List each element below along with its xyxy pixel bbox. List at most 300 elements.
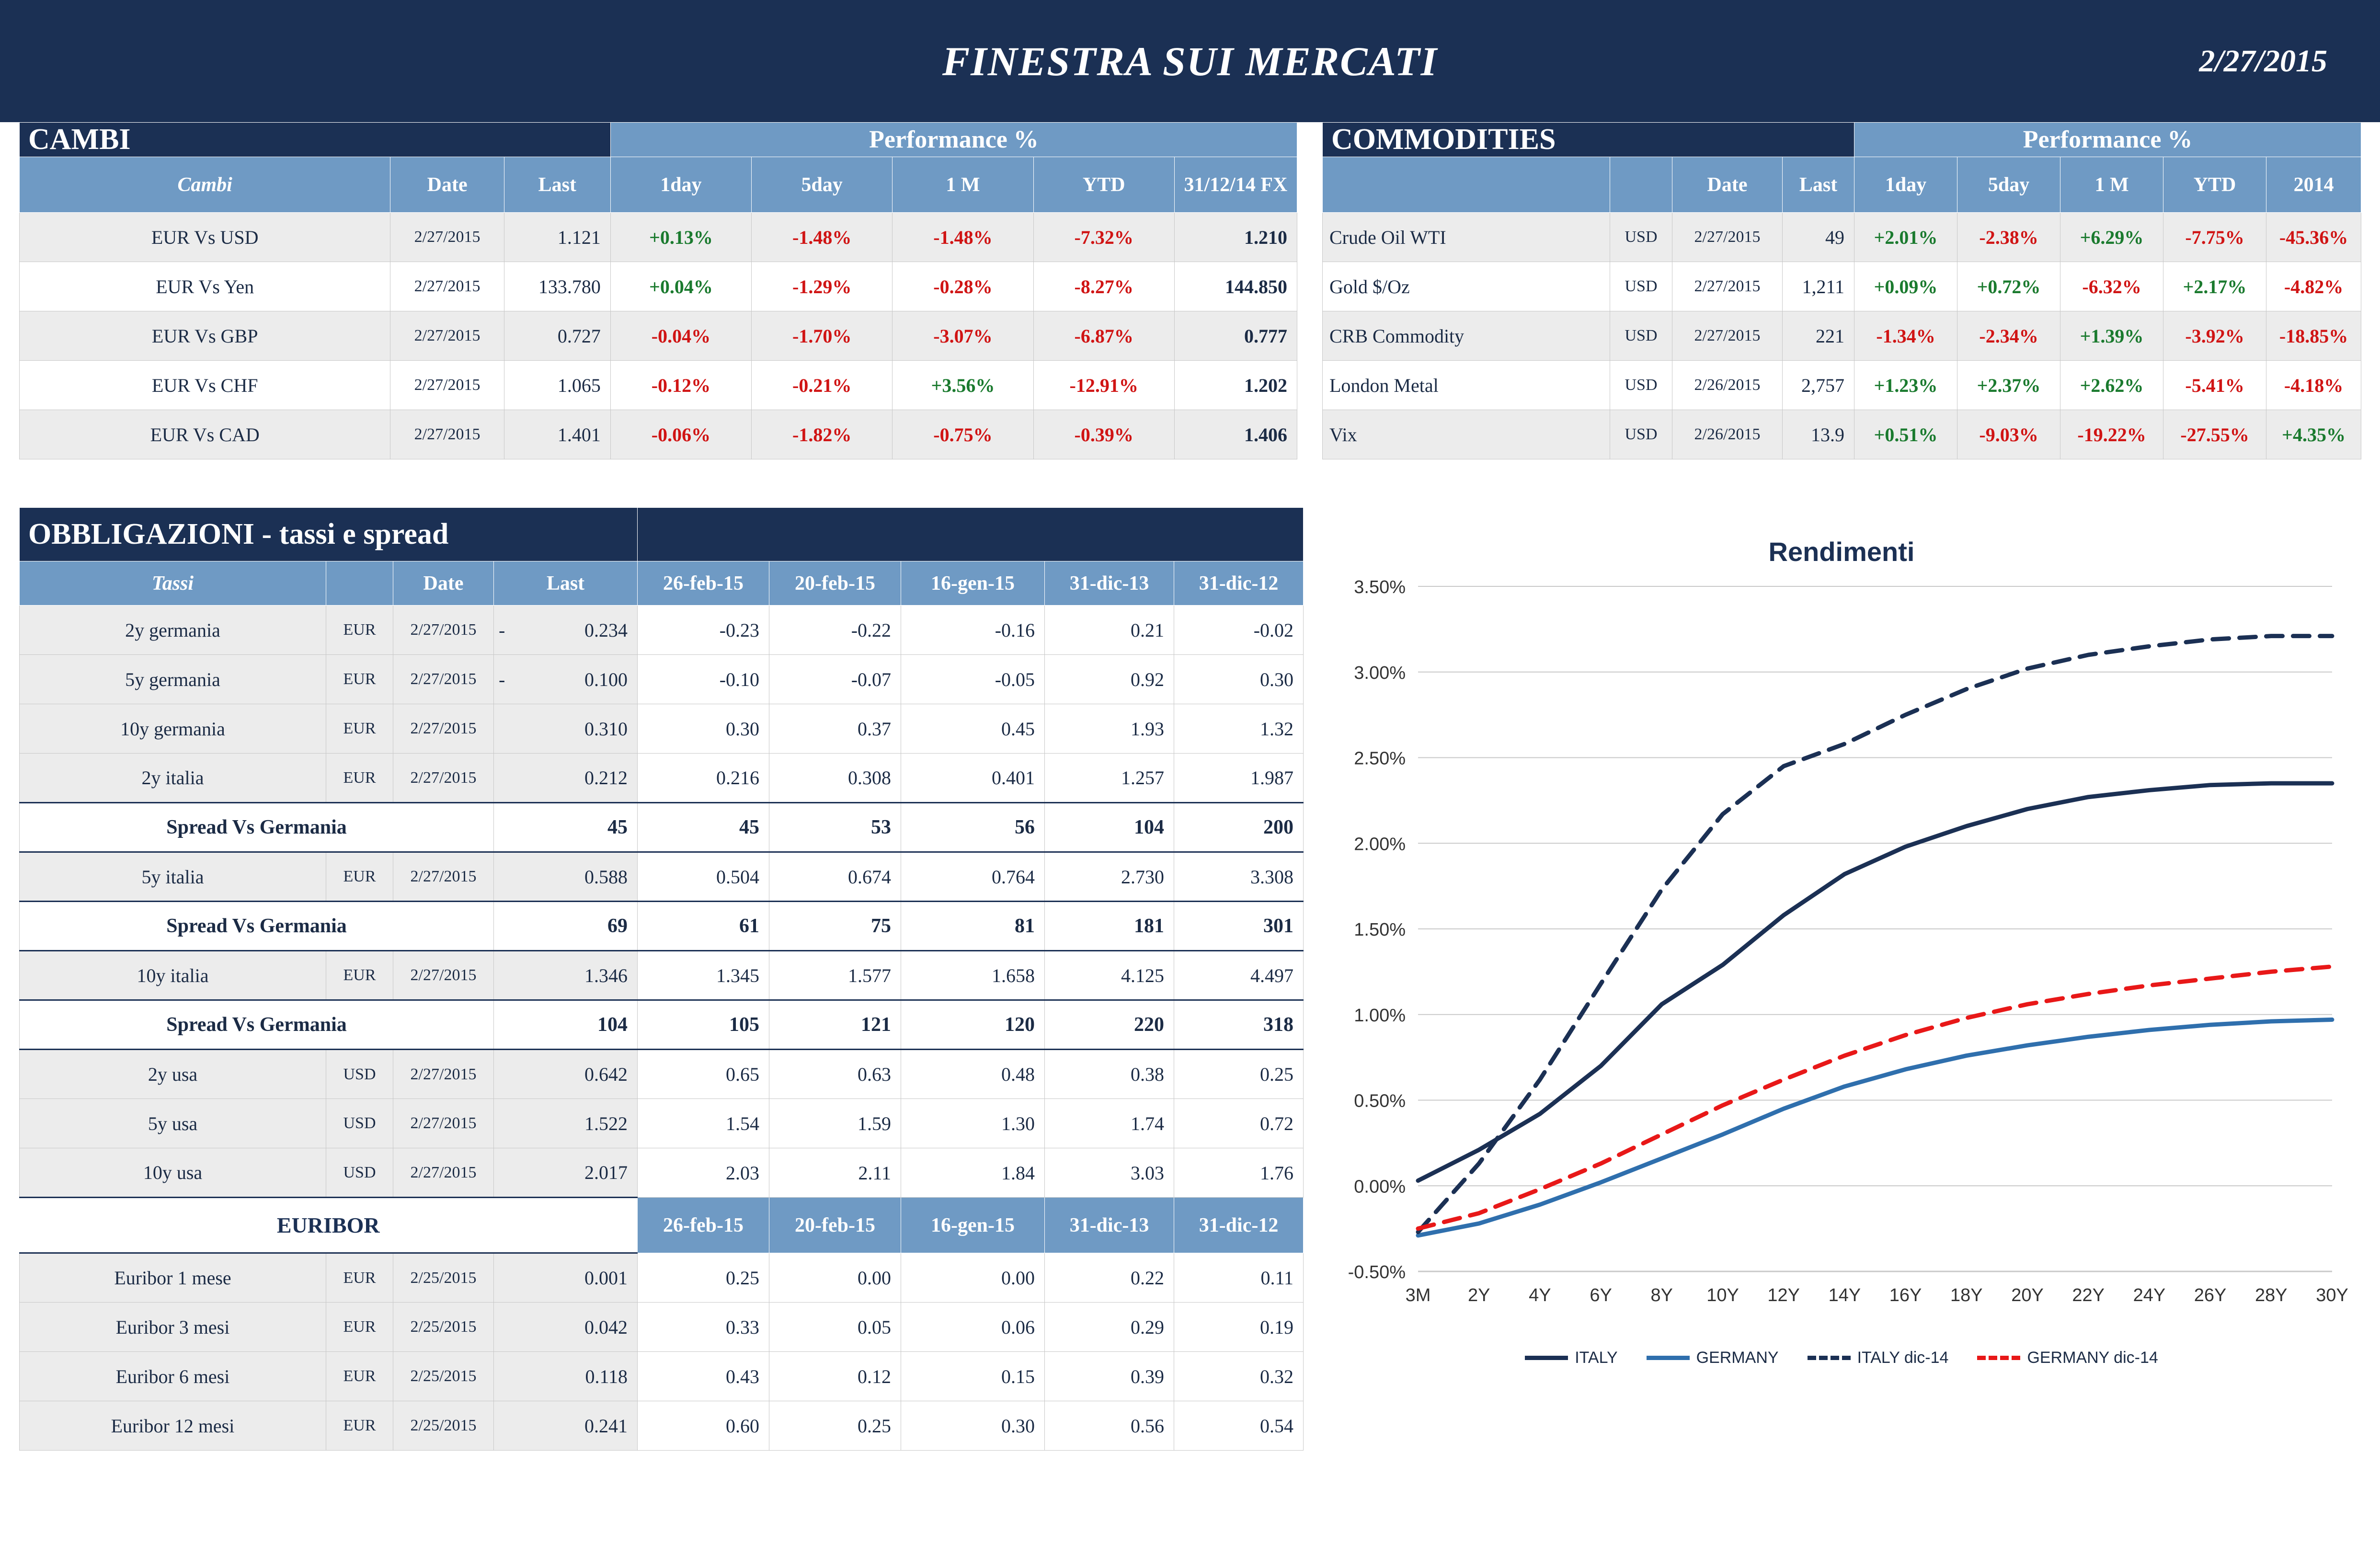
euribor-31dic13: 0.56 [1045,1401,1174,1451]
cambi-name: EUR Vs GBP [20,311,390,361]
cambi-1m: +3.56% [892,361,1033,410]
cambi-1m: -1.48% [892,213,1033,262]
bond-31dic13: 2.730 [1045,852,1174,902]
cambi-fx: 1.210 [1174,213,1297,262]
table-row [1323,410,2361,459]
bond-31dic13: 1.257 [1045,754,1174,803]
svg-text:3.00%: 3.00% [1354,663,1406,683]
bond-last: 1.522 [494,1099,638,1148]
euribor-title: EURIBOR [20,1198,638,1253]
cambi-name: EUR Vs CHF [20,361,390,410]
cambi-panel [19,122,1297,459]
cambi-col-1day: 1day [610,157,751,213]
cambi-name: EUR Vs CAD [20,410,390,459]
bond-31dic13: 0.38 [1045,1050,1174,1099]
bond-last: 0.588 [494,852,638,902]
cambi-col-ytd: YTD [1033,157,1174,213]
cambi-fx: 0.777 [1174,311,1297,361]
euribor-col-16gen15: 16-gen-15 [901,1198,1045,1253]
bond-26feb15: -0.23 [638,606,769,655]
cambi-col-date: Date [390,157,504,213]
euribor-26feb15: 0.43 [638,1352,769,1401]
svg-text:6Y: 6Y [1590,1285,1612,1305]
bond-16gen15: 0.45 [901,704,1045,754]
cambi-section-title: CAMBI [20,123,611,157]
commodity-1m: +2.62% [2060,361,2163,410]
bond-26feb15: 1.54 [638,1099,769,1148]
svg-text:24Y: 24Y [2133,1285,2166,1305]
bond-last-value: 0.234 [584,619,628,641]
obbl-col-31dic13: 31-dic-13 [1045,561,1174,606]
bond-31dic13: 1.93 [1045,704,1174,754]
commodity-last: 2,757 [1783,361,1854,410]
euribor-date: 2/25/2015 [393,1401,494,1451]
svg-text:8Y: 8Y [1650,1285,1673,1305]
bond-ccy: EUR [326,704,393,754]
cambi-col-5day: 5day [752,157,892,213]
commodity-2014: +4.35% [2266,410,2361,459]
euribor-name: Euribor 6 mesi [20,1352,326,1401]
spread-20feb15: 53 [769,803,901,852]
svg-text:18Y: 18Y [1950,1285,1983,1305]
bond-20feb15: 0.63 [769,1050,901,1099]
cambi-ytd: -6.87% [1033,311,1174,361]
commodity-name: Gold $/Oz [1323,262,1610,311]
legend-item-italy [1525,1349,1617,1367]
table-row [20,754,1304,803]
cambi-col-last: Last [504,157,610,213]
commodities-header-row [1323,157,2361,213]
bond-date: 2/27/2015 [393,606,494,655]
euribor-20feb15: 0.25 [769,1401,901,1451]
commodities-col-ytd: YTD [2163,157,2266,213]
commodity-2014: -4.82% [2266,262,2361,311]
obbl-col-tassi: Tassi [20,561,326,606]
commodity-date: 2/27/2015 [1672,262,1783,311]
bond-16gen15: 1.30 [901,1099,1045,1148]
euribor-20feb15: 0.05 [769,1303,901,1352]
bond-31dic13: 0.92 [1045,655,1174,704]
bond-minus-sign: - [499,619,505,641]
commodity-1m: +6.29% [2060,213,2163,262]
svg-text:14Y: 14Y [1828,1285,1861,1305]
legend-swatch-germany-dic14 [1977,1356,2020,1360]
euribor-20feb15: 0.00 [769,1253,901,1303]
bond-31dic12: 4.497 [1174,951,1304,1000]
cambi-5day: -1.48% [752,213,892,262]
cambi-header-row [20,157,1297,213]
spread-31dic13: 104 [1045,803,1174,852]
commodity-5day: +2.37% [1957,361,2060,410]
commodity-ccy: USD [1610,311,1672,361]
euribor-31dic12: 0.54 [1174,1401,1304,1451]
commodities-panel [1322,122,2361,459]
euribor-26feb15: 0.33 [638,1303,769,1352]
obbligazioni-header-row [20,561,1304,606]
obbl-col-16gen15: 16-gen-15 [901,561,1045,606]
euribor-last: 0.241 [494,1401,638,1451]
obbl-col-last: Last [494,561,638,606]
bond-31dic12: 0.30 [1174,655,1304,704]
cambi-5day: -0.21% [752,361,892,410]
spread-31dic13: 181 [1045,902,1174,951]
commodity-name: CRB Commodity [1323,311,1610,361]
commodity-date: 2/27/2015 [1672,213,1783,262]
commodity-ytd: -27.55% [2163,410,2266,459]
spread-last: 45 [494,803,638,852]
commodity-1day: +0.51% [1854,410,1957,459]
bond-ccy: USD [326,1050,393,1099]
euribor-col-26feb15: 26-feb-15 [638,1198,769,1253]
table-row [20,1352,1304,1401]
commodity-1m: -6.32% [2060,262,2163,311]
rendimenti-chart-panel [1322,507,2361,1456]
cambi-col-fx: 31/12/14 FX [1174,157,1297,213]
commodity-1day: +1.23% [1854,361,1957,410]
bond-31dic12: -0.02 [1174,606,1304,655]
spread-16gen15: 120 [901,1000,1045,1050]
commodity-5day: -2.38% [1957,213,2060,262]
bond-31dic12: 3.308 [1174,852,1304,902]
bond-26feb15: 0.65 [638,1050,769,1099]
commodities-performance-title: Performance % [1854,123,2361,157]
cambi-date: 2/27/2015 [390,410,504,459]
bond-26feb15: 0.504 [638,852,769,902]
spread-label: Spread Vs Germania [20,1000,494,1050]
cambi-fx: 144.850 [1174,262,1297,311]
euribor-31dic12: 0.32 [1174,1352,1304,1401]
spread-16gen15: 81 [901,902,1045,951]
commodity-ccy: USD [1610,361,1672,410]
commodity-1m: -19.22% [2060,410,2163,459]
commodity-1day: -1.34% [1854,311,1957,361]
spread-label: Spread Vs Germania [20,902,494,951]
cambi-ytd: -7.32% [1033,213,1174,262]
commodity-1m: +1.39% [2060,311,2163,361]
spread-26feb15: 61 [638,902,769,951]
commodity-1day: +2.01% [1854,213,1957,262]
obbl-col-date: Date [393,561,494,606]
table-row [20,311,1297,361]
cambi-last: 0.727 [504,311,610,361]
commodity-2014: -45.36% [2266,213,2361,262]
euribor-ccy: EUR [326,1401,393,1451]
euribor-date: 2/25/2015 [393,1303,494,1352]
euribor-ccy: EUR [326,1303,393,1352]
bond-ccy: USD [326,1148,393,1198]
bond-ccy: USD [326,1099,393,1148]
bond-20feb15: -0.07 [769,655,901,704]
commodity-date: 2/26/2015 [1672,410,1783,459]
cambi-name: EUR Vs USD [20,213,390,262]
commodity-name: London Metal [1323,361,1610,410]
table-row [20,606,1304,655]
svg-text:2.00%: 2.00% [1354,834,1406,855]
cambi-5day: -1.29% [752,262,892,311]
table-row [20,852,1304,902]
bond-name: 10y germania [20,704,326,754]
cambi-1day: +0.13% [610,213,751,262]
commodities-col-1day: 1day [1854,157,1957,213]
bond-16gen15: -0.05 [901,655,1045,704]
commodity-last: 49 [1783,213,1854,262]
bond-minus-sign: - [499,668,505,690]
bond-20feb15: 1.59 [769,1099,901,1148]
cambi-1day: -0.04% [610,311,751,361]
commodities-col-name [1323,157,1610,213]
euribor-ccy: EUR [326,1253,393,1303]
page-title: FINESTRA SUI MERCATI [942,38,1438,84]
legend-label-italy-dic14: ITALY dic-14 [1857,1349,1949,1367]
bond-31dic12: 0.25 [1174,1050,1304,1099]
obbligazioni-panel [19,507,1297,1451]
obbl-col-31dic12: 31-dic-12 [1174,561,1304,606]
bond-20feb15: 0.674 [769,852,901,902]
commodity-ccy: USD [1610,410,1672,459]
svg-text:3.50%: 3.50% [1354,577,1406,597]
spread-20feb15: 121 [769,1000,901,1050]
bond-last: 1.346 [494,951,638,1000]
cambi-1m: -0.28% [892,262,1033,311]
commodities-band-row [1323,123,2361,157]
svg-text:2Y: 2Y [1467,1285,1490,1305]
commodities-section-title: COMMODITIES [1323,123,1854,157]
commodity-5day: -2.34% [1957,311,2060,361]
bond-date: 2/27/2015 [393,704,494,754]
commodity-ccy: USD [1610,213,1672,262]
cambi-last: 133.780 [504,262,610,311]
legend-label-italy: ITALY [1575,1349,1618,1367]
obbl-col-26feb15: 26-feb-15 [638,561,769,606]
svg-text:26Y: 26Y [2194,1285,2227,1305]
commodity-date: 2/27/2015 [1672,311,1783,361]
obbligazioni-band-row [20,508,1304,561]
bond-date: 2/27/2015 [393,1099,494,1148]
bond-20feb15: 0.37 [769,704,901,754]
page-header [0,0,2380,122]
bond-26feb15: 1.345 [638,951,769,1000]
table-row [1323,361,2361,410]
table-row [20,1401,1304,1451]
table-row [20,1253,1304,1303]
spread-31dic12: 301 [1174,902,1304,951]
table-row [20,655,1304,704]
legend-label-germany: GERMANY [1696,1349,1779,1367]
commodities-col-2014: 2014 [2266,157,2361,213]
cambi-date: 2/27/2015 [390,213,504,262]
euribor-31dic13: 0.22 [1045,1253,1174,1303]
bond-last [494,606,638,655]
cambi-name: EUR Vs Yen [20,262,390,311]
commodities-col-date: Date [1672,157,1783,213]
bond-last: 0.310 [494,704,638,754]
bond-name: 10y italia [20,951,326,1000]
cambi-last: 1.121 [504,213,610,262]
cambi-fx: 1.406 [1174,410,1297,459]
obbligazioni-section-title: OBBLIGAZIONI - tassi e spread [20,508,638,561]
bond-name: 5y germania [20,655,326,704]
legend-swatch-germany [1647,1356,1690,1360]
chart-title: Rendimenti [1768,537,1915,567]
spread-31dic12: 200 [1174,803,1304,852]
table-row [20,1099,1304,1148]
svg-text:0.00%: 0.00% [1354,1177,1406,1197]
cambi-band-row [20,123,1297,157]
euribor-16gen15: 0.15 [901,1352,1045,1401]
cambi-1day: +0.04% [610,262,751,311]
euribor-31dic12: 0.19 [1174,1303,1304,1352]
bond-31dic13: 1.74 [1045,1099,1174,1148]
spread-31dic13: 220 [1045,1000,1174,1050]
bond-date: 2/27/2015 [393,1148,494,1198]
cambi-fx: 1.202 [1174,361,1297,410]
svg-text:28Y: 28Y [2254,1285,2288,1305]
obbligazioni-table [19,507,1304,1451]
spread-row [20,803,1304,852]
euribor-col-31dic12: 31-dic-12 [1174,1198,1304,1253]
commodities-col-last: Last [1783,157,1854,213]
legend-item-germany-dic14 [1977,1349,2158,1367]
euribor-last: 0.001 [494,1253,638,1303]
bond-ccy: EUR [326,951,393,1000]
rendimenti-line-chart [1322,567,2361,1343]
bond-date: 2/27/2015 [393,754,494,803]
commodities-col-1m: 1 M [2060,157,2163,213]
bond-31dic12: 0.72 [1174,1099,1304,1148]
bond-name: 2y italia [20,754,326,803]
commodity-5day: +0.72% [1957,262,2060,311]
euribor-last: 0.118 [494,1352,638,1401]
commodity-ytd: +2.17% [2163,262,2266,311]
cambi-5day: -1.82% [752,410,892,459]
commodity-2014: -4.18% [2266,361,2361,410]
euribor-26feb15: 0.60 [638,1401,769,1451]
commodity-date: 2/26/2015 [1672,361,1783,410]
bond-name: 2y germania [20,606,326,655]
svg-text:0.50%: 0.50% [1354,1091,1406,1111]
bond-31dic12: 1.987 [1174,754,1304,803]
bond-name: 10y usa [20,1148,326,1198]
bond-20feb15: -0.22 [769,606,901,655]
bond-31dic12: 1.76 [1174,1148,1304,1198]
legend-item-germany [1647,1349,1779,1367]
report-date: 2/27/2015 [2199,43,2327,79]
euribor-date: 2/25/2015 [393,1352,494,1401]
bond-ccy: EUR [326,852,393,902]
bond-last [494,655,638,704]
svg-text:1.00%: 1.00% [1354,1005,1406,1026]
commodity-last: 13.9 [1783,410,1854,459]
table-row [20,1148,1304,1198]
table-row [1323,213,2361,262]
table-row [1323,311,2361,361]
euribor-16gen15: 0.30 [901,1401,1045,1451]
commodity-5day: -9.03% [1957,410,2060,459]
table-row [20,951,1304,1000]
commodities-col-5day: 5day [1957,157,2060,213]
table-row [20,213,1297,262]
bond-date: 2/27/2015 [393,655,494,704]
chart-container [1322,536,2361,1456]
euribor-name: Euribor 1 mese [20,1253,326,1303]
bond-ccy: EUR [326,606,393,655]
legend-swatch-italy [1525,1356,1568,1360]
euribor-header-row [20,1198,1304,1253]
bond-20feb15: 1.577 [769,951,901,1000]
cambi-table [19,122,1297,459]
bond-name: 5y italia [20,852,326,902]
cambi-1day: -0.06% [610,410,751,459]
svg-text:-0.50%: -0.50% [1348,1262,1406,1282]
commodity-ytd: -5.41% [2163,361,2266,410]
cambi-1day: -0.12% [610,361,751,410]
euribor-ccy: EUR [326,1352,393,1401]
commodity-last: 221 [1783,311,1854,361]
spread-16gen15: 56 [901,803,1045,852]
commodities-col-ccy [1610,157,1672,213]
commodity-last: 1,211 [1783,262,1854,311]
bond-name: 2y usa [20,1050,326,1099]
svg-text:22Y: 22Y [2072,1285,2105,1305]
bond-16gen15: 0.401 [901,754,1045,803]
commodity-ytd: -7.75% [2163,213,2266,262]
commodity-ccy: USD [1610,262,1672,311]
report-body [0,122,2380,1456]
commodity-ytd: -3.92% [2163,311,2266,361]
svg-text:30Y: 30Y [2316,1285,2348,1305]
bond-date: 2/27/2015 [393,852,494,902]
bond-16gen15: 1.84 [901,1148,1045,1198]
commodity-name: Vix [1323,410,1610,459]
spread-26feb15: 105 [638,1000,769,1050]
bond-16gen15: 0.48 [901,1050,1045,1099]
table-row [20,410,1297,459]
bottom-section [19,507,2361,1456]
table-row [20,262,1297,311]
cambi-ytd: -8.27% [1033,262,1174,311]
bond-31dic12: 1.32 [1174,704,1304,754]
cambi-1m: -0.75% [892,410,1033,459]
svg-text:20Y: 20Y [2011,1285,2044,1305]
euribor-26feb15: 0.25 [638,1253,769,1303]
bond-31dic13: 4.125 [1045,951,1174,1000]
euribor-20feb15: 0.12 [769,1352,901,1401]
euribor-col-20feb15: 20-feb-15 [769,1198,901,1253]
legend-item-italy-dic14 [1808,1349,1949,1367]
bond-20feb15: 0.308 [769,754,901,803]
table-row [20,1050,1304,1099]
euribor-31dic13: 0.39 [1045,1352,1174,1401]
spread-last: 69 [494,902,638,951]
cambi-date: 2/27/2015 [390,262,504,311]
table-row [20,1303,1304,1352]
svg-text:4Y: 4Y [1529,1285,1551,1305]
cambi-col-1m: 1 M [892,157,1033,213]
bond-20feb15: 2.11 [769,1148,901,1198]
bond-last: 0.642 [494,1050,638,1099]
table-row [1323,262,2361,311]
euribor-name: Euribor 3 mesi [20,1303,326,1352]
bond-31dic13: 3.03 [1045,1148,1174,1198]
cambi-last: 1.401 [504,410,610,459]
euribor-31dic12: 0.11 [1174,1253,1304,1303]
bond-26feb15: 2.03 [638,1148,769,1198]
cambi-ytd: -0.39% [1033,410,1174,459]
bond-16gen15: -0.16 [901,606,1045,655]
cambi-last: 1.065 [504,361,610,410]
obbl-col-ccy [326,561,393,606]
top-section [19,122,2361,459]
